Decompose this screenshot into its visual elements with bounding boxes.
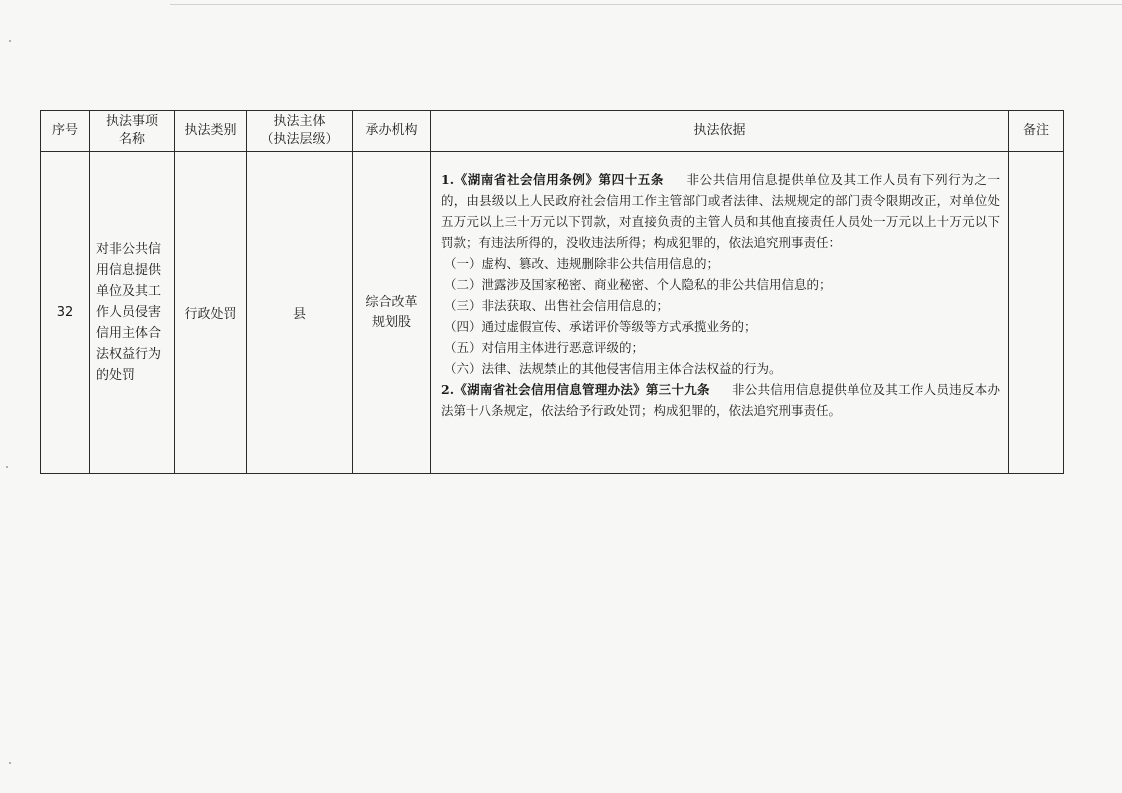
basis-law2-head: 2.《湖南省社会信用信息管理办法》第三十九条 bbox=[441, 382, 710, 397]
basis-clause: （六）法律、法规禁止的其他侵害信用主体合法权益的行为。 bbox=[444, 361, 782, 376]
header-category: 执法类别 bbox=[175, 111, 247, 152]
header-subject bbox=[247, 111, 353, 152]
basis-law2-text: 非公共信用信息提供单位及其工作人员违反本办法第十八条规定，依法给予行政处罚；构成犯罪的，依法追究刑事责任。 bbox=[441, 382, 1000, 418]
basis-law2 bbox=[441, 379, 1000, 421]
basis-law1 bbox=[441, 169, 1000, 253]
table-row bbox=[41, 152, 1064, 474]
scan-speck bbox=[6, 466, 8, 468]
basis-clause: （四）通过虚假宣传、承诺评价等级等方式承揽业务的； bbox=[444, 319, 757, 334]
header-subject-line2: （执法层级） bbox=[260, 132, 339, 147]
header-no: 序号 bbox=[41, 111, 90, 152]
header-remarks: 备注 bbox=[1009, 111, 1064, 152]
basis-law1-head: 1.《湖南省社会信用条例》第四十五条 bbox=[441, 172, 664, 187]
basis-law1-text: 非公共信用信息提供单位及其工作人员有下列行为之一的，由县级以上人民政府社会信用工作主管部门或者法律、法规规定的部门责令限期改正，对单位处五万元以上三十万元以下罚款，对直接负责的主管人员和其他直接责任人员处一万元以上十万元以下罚款；有违法所得的，没收违法所得；构成犯罪的，依法追究刑事责任： bbox=[441, 172, 1000, 250]
basis-clause: （二）泄露涉及国家秘密、商业秘密、个人隐私的非公共信用信息的； bbox=[444, 277, 832, 292]
cell-category: 行政处罚 bbox=[175, 152, 247, 474]
scan-speck bbox=[9, 762, 11, 764]
basis-clause: （五）对信用主体进行恶意评级的； bbox=[444, 340, 645, 355]
agency-text: 综合改革规划股 bbox=[365, 294, 418, 330]
header-item-name-line2: 名称 bbox=[118, 132, 145, 147]
cell-remarks bbox=[1009, 152, 1064, 474]
enforcement-table bbox=[40, 110, 1064, 474]
basis-clause: （三）非法获取、出售社会信用信息的； bbox=[444, 298, 670, 313]
item-name-text: 对非公共信用信息提供单位及其工作人员侵害信用主体合法权益行为的处罚 bbox=[96, 242, 162, 383]
scan-top-edge-line bbox=[170, 4, 1122, 5]
header-item-name bbox=[90, 111, 175, 152]
table-header-row bbox=[41, 111, 1064, 152]
cell-agency bbox=[353, 152, 431, 474]
header-item-name-line1: 执法事项 bbox=[105, 114, 158, 129]
basis-clause: （一）虚构、篡改、违规删除非公共信用信息的； bbox=[444, 256, 720, 271]
cell-no: 32 bbox=[41, 152, 90, 474]
cell-basis bbox=[431, 152, 1009, 474]
cell-item-name bbox=[90, 152, 175, 474]
scan-speck bbox=[9, 40, 11, 42]
header-subject-line1: 执法主体 bbox=[273, 114, 326, 129]
cell-subject: 县 bbox=[247, 152, 353, 474]
header-basis: 执法依据 bbox=[431, 111, 1009, 152]
header-agency: 承办机构 bbox=[353, 111, 431, 152]
